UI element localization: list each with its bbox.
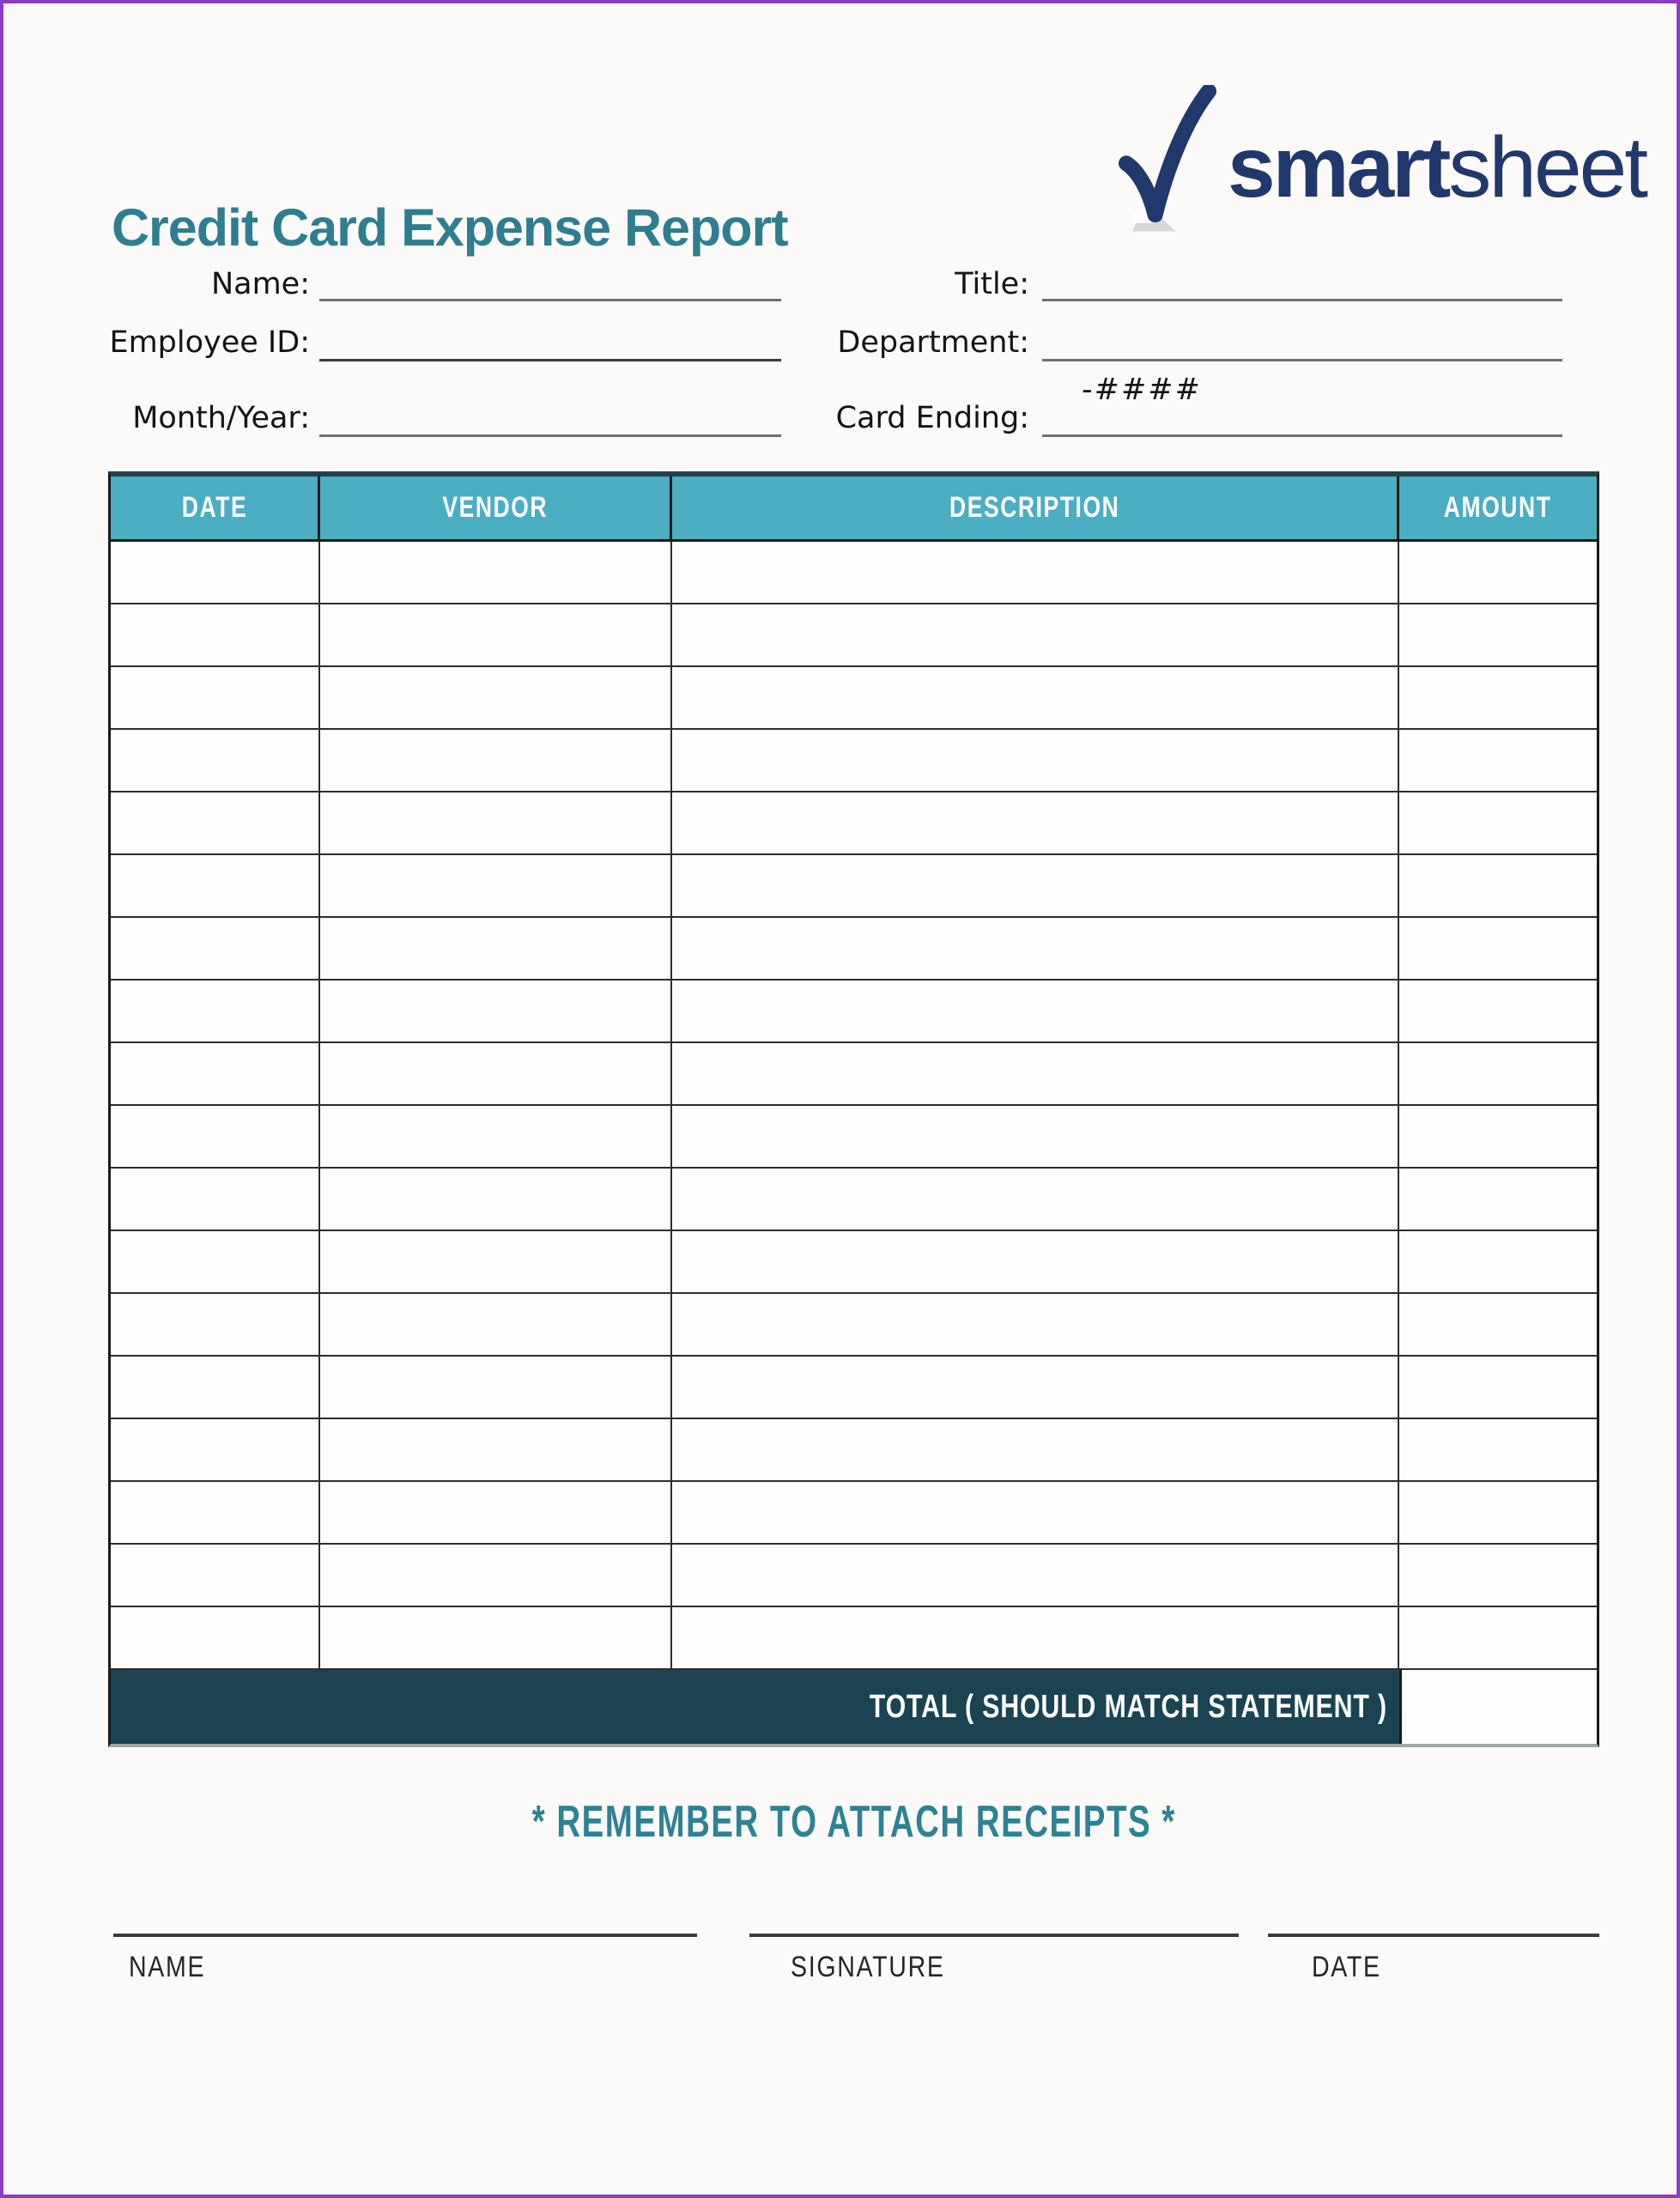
wordmark-smart: smart [1228, 119, 1449, 216]
table-row [111, 667, 1597, 730]
table-cell-vendor[interactable] [320, 730, 672, 791]
table-cell-amount[interactable] [1399, 1106, 1597, 1167]
wordmark-sheet: sheet [1448, 119, 1647, 216]
table-cell-description[interactable] [672, 1545, 1398, 1606]
table-cell-date[interactable] [111, 667, 320, 728]
table-cell-vendor[interactable] [320, 1545, 672, 1606]
table-cell-amount[interactable] [1399, 604, 1597, 665]
table-cell-amount[interactable] [1399, 667, 1597, 728]
table-cell-description[interactable] [672, 1169, 1398, 1230]
table-cell-vendor[interactable] [320, 1231, 672, 1292]
total-amount-cell[interactable] [1399, 1670, 1597, 1744]
table-cell-description[interactable] [672, 918, 1398, 979]
total-label: TOTAL ( SHOULD MATCH STATEMENT ) [869, 1688, 1387, 1725]
table-cell-vendor[interactable] [320, 1482, 672, 1543]
table-cell-vendor[interactable] [320, 1294, 672, 1355]
title-label: Title: [955, 267, 1029, 301]
table-cell-vendor[interactable] [320, 1169, 672, 1230]
table-cell-amount[interactable] [1399, 1169, 1597, 1230]
card-ending-input-line[interactable] [1042, 434, 1562, 437]
signature-date-line[interactable] [1268, 1934, 1599, 1937]
table-body [108, 542, 1599, 1670]
page-title: Credit Card Expense Report [112, 198, 788, 257]
column-header-amount: AMOUNT [1443, 491, 1552, 524]
smartsheet-wordmark [1228, 118, 1646, 217]
table-total-row [108, 1670, 1599, 1747]
table-cell-amount[interactable] [1399, 730, 1597, 791]
table-cell-description[interactable] [672, 855, 1398, 916]
table-row [111, 1607, 1597, 1670]
table-row [111, 1419, 1597, 1482]
table-cell-vendor[interactable] [320, 1607, 672, 1668]
table-cell-amount[interactable] [1399, 542, 1597, 603]
table-cell-date[interactable] [111, 542, 320, 603]
table-cell-description[interactable] [672, 542, 1398, 603]
department-input-line[interactable] [1042, 359, 1562, 361]
table-cell-description[interactable] [672, 1607, 1398, 1668]
table-cell-date[interactable] [111, 604, 320, 665]
table-cell-date[interactable] [111, 1169, 320, 1230]
table-cell-date[interactable] [111, 1482, 320, 1543]
month-year-label: Month/Year: [132, 401, 310, 435]
table-cell-date[interactable] [111, 1419, 320, 1480]
table-row [111, 1106, 1597, 1169]
table-header-row [108, 471, 1599, 542]
table-row [111, 730, 1597, 792]
total-label-cell [111, 1670, 1399, 1744]
card-ending-label: Card Ending: [835, 401, 1029, 435]
table-cell-amount[interactable] [1399, 1545, 1597, 1606]
table-row [111, 1231, 1597, 1294]
table-row [111, 1357, 1597, 1419]
table-row [111, 542, 1597, 604]
column-header-description: DESCRIPTION [672, 477, 1398, 539]
table-cell-description[interactable] [672, 604, 1398, 665]
table-cell-description[interactable] [672, 1231, 1398, 1292]
expense-table [108, 471, 1599, 1747]
table-cell-amount[interactable] [1399, 792, 1597, 853]
column-header-date: DATE [111, 477, 320, 539]
table-row [111, 1482, 1597, 1545]
table-row [111, 792, 1597, 855]
smartsheet-logo [1116, 82, 1648, 241]
table-cell-amount[interactable] [1399, 918, 1597, 979]
signature-signature-label: SIGNATURE [791, 1951, 945, 1983]
checkmark-page-icon [1116, 85, 1219, 240]
employee-id-label: Employee ID: [109, 325, 310, 360]
signature-signature-line[interactable] [749, 1934, 1239, 1937]
table-cell-vendor[interactable] [320, 604, 672, 665]
table-cell-vendor[interactable] [320, 1419, 672, 1480]
table-cell-date[interactable] [111, 792, 320, 853]
table-cell-date[interactable] [111, 855, 320, 916]
table-cell-date[interactable] [111, 1106, 320, 1167]
table-cell-amount[interactable] [1399, 1043, 1597, 1104]
table-cell-amount[interactable] [1399, 1419, 1597, 1480]
table-row [111, 1043, 1597, 1106]
attach-receipts-note: * REMEMBER TO ATTACH RECEIPTS * [531, 1797, 1176, 1847]
table-cell-date[interactable] [111, 1357, 320, 1418]
name-label: Name: [210, 267, 310, 301]
signature-date-label: DATE [1312, 1951, 1381, 1983]
table-row [111, 604, 1597, 667]
table-cell-amount[interactable] [1399, 1607, 1597, 1668]
table-cell-description[interactable] [672, 667, 1398, 728]
table-cell-description[interactable] [672, 1419, 1398, 1480]
table-cell-description[interactable] [672, 1482, 1398, 1543]
table-row [111, 1294, 1597, 1357]
table-cell-amount[interactable] [1399, 1482, 1597, 1543]
signature-name-label: NAME [129, 1951, 206, 1983]
table-cell-description[interactable] [672, 1043, 1398, 1104]
table-cell-vendor[interactable] [320, 667, 672, 728]
table-cell-vendor[interactable] [320, 542, 672, 603]
table-row [111, 1545, 1597, 1607]
table-cell-date[interactable] [111, 1043, 320, 1104]
table-cell-amount[interactable] [1399, 1231, 1597, 1292]
table-cell-date[interactable] [111, 1545, 320, 1606]
table-cell-date[interactable] [111, 1231, 320, 1292]
table-cell-description[interactable] [672, 792, 1398, 853]
column-header-vendor: VENDOR [320, 477, 672, 539]
title-input-line[interactable] [1042, 299, 1562, 301]
table-cell-amount[interactable] [1399, 1294, 1597, 1355]
table-row [111, 1169, 1597, 1231]
table-cell-vendor[interactable] [320, 792, 672, 853]
table-cell-description[interactable] [672, 1106, 1398, 1167]
table-cell-amount[interactable] [1399, 981, 1597, 1041]
table-row [111, 855, 1597, 918]
department-label: Department: [837, 325, 1029, 360]
table-cell-description[interactable] [672, 730, 1398, 791]
table-cell-amount[interactable] [1399, 1357, 1597, 1418]
table-cell-vendor[interactable] [320, 1357, 672, 1418]
table-cell-description[interactable] [672, 1357, 1398, 1418]
table-cell-vendor[interactable] [320, 1043, 672, 1104]
table-cell-date[interactable] [111, 981, 320, 1041]
table-cell-date[interactable] [111, 918, 320, 979]
table-cell-amount[interactable] [1399, 855, 1597, 916]
table-cell-date[interactable] [111, 1294, 320, 1355]
table-cell-vendor[interactable] [320, 1106, 672, 1167]
table-cell-vendor[interactable] [320, 855, 672, 916]
card-ending-hint: -#### [1082, 373, 1202, 407]
table-row [111, 981, 1597, 1043]
table-row [111, 918, 1597, 981]
table-cell-vendor[interactable] [320, 981, 672, 1041]
table-cell-date[interactable] [111, 730, 320, 791]
table-cell-vendor[interactable] [320, 918, 672, 979]
signature-name-line[interactable] [113, 1934, 697, 1937]
table-cell-description[interactable] [672, 981, 1398, 1041]
table-cell-date[interactable] [111, 1607, 320, 1668]
table-cell-description[interactable] [672, 1294, 1398, 1355]
